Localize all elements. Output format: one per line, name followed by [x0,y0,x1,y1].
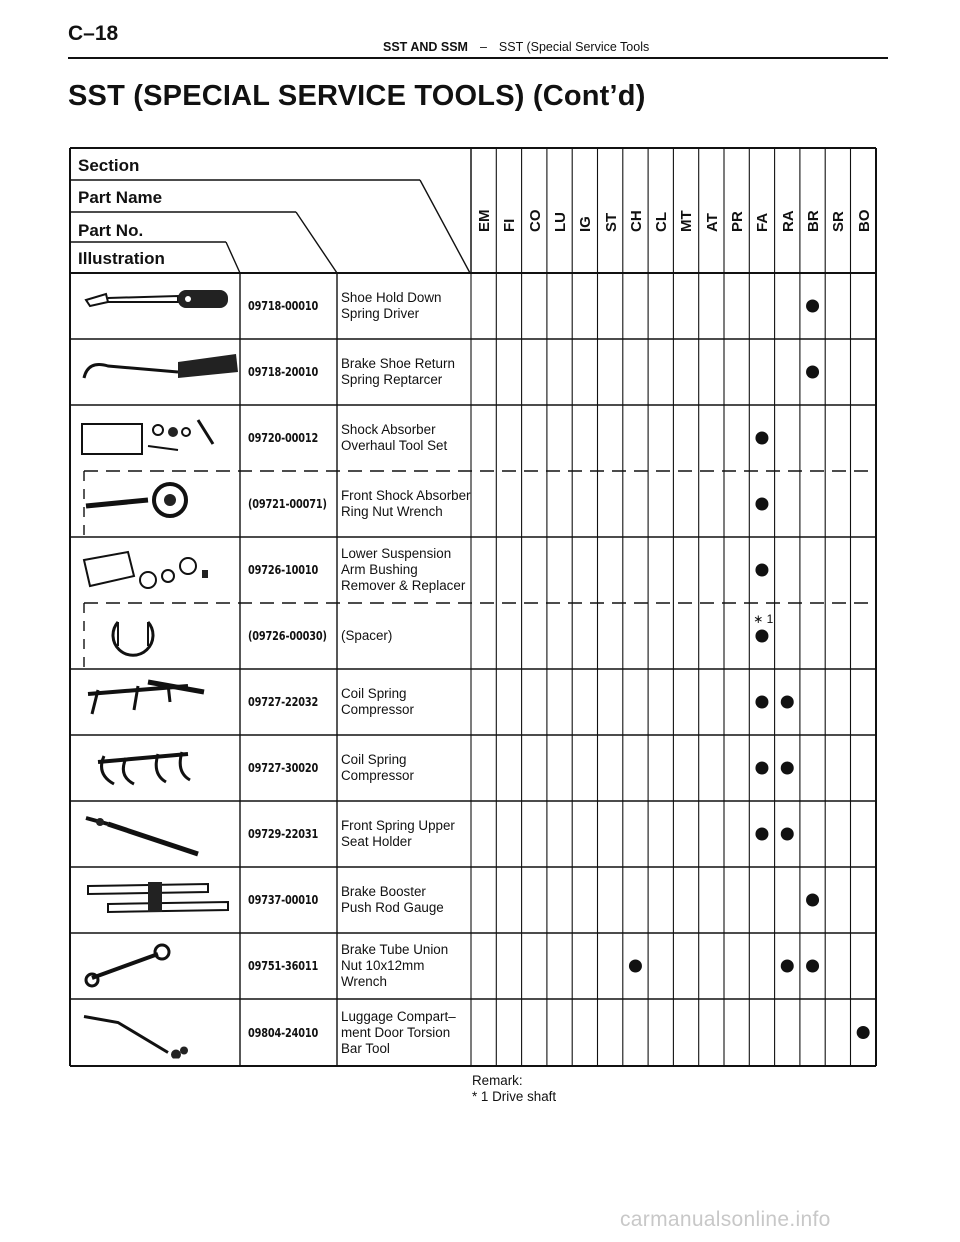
spacer-ring-icon [113,622,153,655]
applicability-mark-ra [781,762,794,775]
applicability-mark-fa [755,564,768,577]
applicability-mark-fa [755,432,768,445]
part-name [341,488,471,520]
column-code-ch: CH [627,210,645,232]
part-name-line: Compressor [341,702,414,717]
coil-spring-compressor-icon [88,682,204,714]
column-code-mt: MT [678,210,696,232]
part-number: 09729-22031 [248,826,319,841]
ring-nut-wrench-icon [86,484,186,516]
tool-kit-case-icon [82,420,213,454]
part-name-line: Nut 10x12mm [341,958,425,973]
part-name [341,686,414,718]
part-name-line: Spring Driver [341,306,420,321]
applicability-mark-ra [781,828,794,841]
header-part-name-diagonal [420,180,470,273]
column-code-br: BR [804,210,822,232]
part-name-line: Overhaul Tool Set [341,438,448,453]
part-name-line: Luggage Compart– [341,1008,456,1024]
column-code-st: ST [602,212,620,232]
column-code-at: AT [703,213,721,232]
part-name-line: Compressor [341,768,414,783]
part-name [341,818,455,850]
part-number: 09804-24010 [248,1024,319,1040]
header-illustration-label: Illustration [78,249,165,268]
applicability-mark-ra [781,696,794,709]
part-name-line: Brake Tube Union [341,942,449,957]
remark-text: * 1 Drive shaft [472,1089,557,1104]
column-code-cl: CL [653,212,671,232]
header-part-name-label: Part Name [78,188,163,207]
footnote-marker: ∗ 1 [753,612,774,626]
applicability-mark-fa [755,630,768,643]
part-name [341,1009,456,1057]
coil-spring-compressor-claws-icon [98,752,190,784]
part-number: 09737-00010 [248,892,319,907]
applicability-mark-br [806,300,819,313]
curved-screwdriver-tool-icon [84,354,238,378]
header-illustration-diagonal [226,242,240,273]
applicability-mark-br [806,894,819,907]
part-number: 09718-00010 [248,298,319,313]
column-code-pr: PR [729,211,746,232]
column-code-co: CO [526,209,544,232]
part-name-line: Lower Suspension [341,546,452,561]
part-name-line: Arm Bushing [341,562,418,577]
part-name-line: Coil Spring [341,752,407,767]
column-code-bo: BO [855,209,873,232]
part-name-line: Front Shock Absorber [341,488,471,503]
applicability-mark-fa [755,498,768,511]
part-number: 09726-10010 [248,562,319,577]
part-name [341,942,448,990]
part-name-line: Wrench [341,974,387,989]
part-name [341,422,447,454]
part-name-line: Seat Holder [341,834,412,849]
part-name-line: Brake Shoe Return [341,356,455,371]
part-name-line: Ring Nut Wrench [341,504,443,519]
part-name-line: Remover & Replacer [341,578,466,593]
column-code-ra: RA [779,210,797,232]
seat-holder-bar-icon [86,818,198,854]
part-name [341,356,455,388]
part-name-line: Brake Booster [341,884,426,899]
part-name-line: Push Rod Gauge [341,900,444,915]
part-number: 09720-00012 [248,430,319,445]
remark-title: Remark: [472,1073,523,1088]
page-title: SST (SPECIAL SERVICE TOOLS) (Cont’d) [68,80,646,112]
column-code-ig: IG [577,216,595,232]
part-name-line: Shoe Hold Down [341,290,442,305]
part-name [341,290,442,322]
header-section: SST AND SSM [383,40,468,54]
part-name-line: (Spacer) [341,628,393,643]
watermark: carmanualsonline.info [620,1208,831,1231]
part-number: 09751-36011 [248,958,319,973]
part-name [341,628,392,644]
column-code-lu: LU [551,212,569,232]
applicability-mark-fa [755,828,768,841]
part-name-line: Bar Tool [341,1040,390,1056]
part-name-line: Shock Absorber [341,422,436,437]
applicability-mark-bo [857,1026,870,1039]
part-name [341,546,465,594]
part-name [341,884,444,916]
torsion-bar-tool-icon [84,1017,188,1060]
column-code-fi: FI [501,218,519,232]
part-number: (09726-00030) [248,628,327,643]
part-name-line: Spring Reptarcer [341,372,443,387]
part-name-line: Front Spring Upper [341,818,455,833]
header-subsection: SST (Special Service Tools [498,40,650,54]
column-code-sr: SR [830,211,848,232]
part-name-line: ment Door Torsion [341,1024,451,1040]
remark-block [472,1073,556,1105]
applicability-mark-ra [781,960,794,973]
applicability-mark-br [806,960,819,973]
part-name [341,752,414,784]
applicability-mark-fa [755,696,768,709]
applicability-mark-ch [629,960,642,973]
part-number: 09718-20010 [248,364,319,379]
bushing-tool-case-icon [84,552,208,588]
header-separator: – [479,40,487,54]
tube-union-wrench-icon [86,945,169,986]
part-number: 09727-30020 [248,760,319,775]
column-code-em: EM [476,209,493,232]
applicability-mark-fa [755,762,768,775]
part-name-line: Coil Spring [341,686,407,701]
push-rod-gauge-icon [88,882,228,912]
part-number: (09721-00071) [248,496,327,511]
page-number: C–18 [68,22,119,45]
header-section-label: Section [78,156,140,175]
part-number: 09727-22032 [248,694,319,709]
header-part-no-diagonal [296,212,337,273]
column-code-fa: FA [754,212,772,232]
applicability-mark-br [806,366,819,379]
screwdriver-tool-icon [86,290,228,308]
header-part-no-label: Part No. [78,221,144,240]
